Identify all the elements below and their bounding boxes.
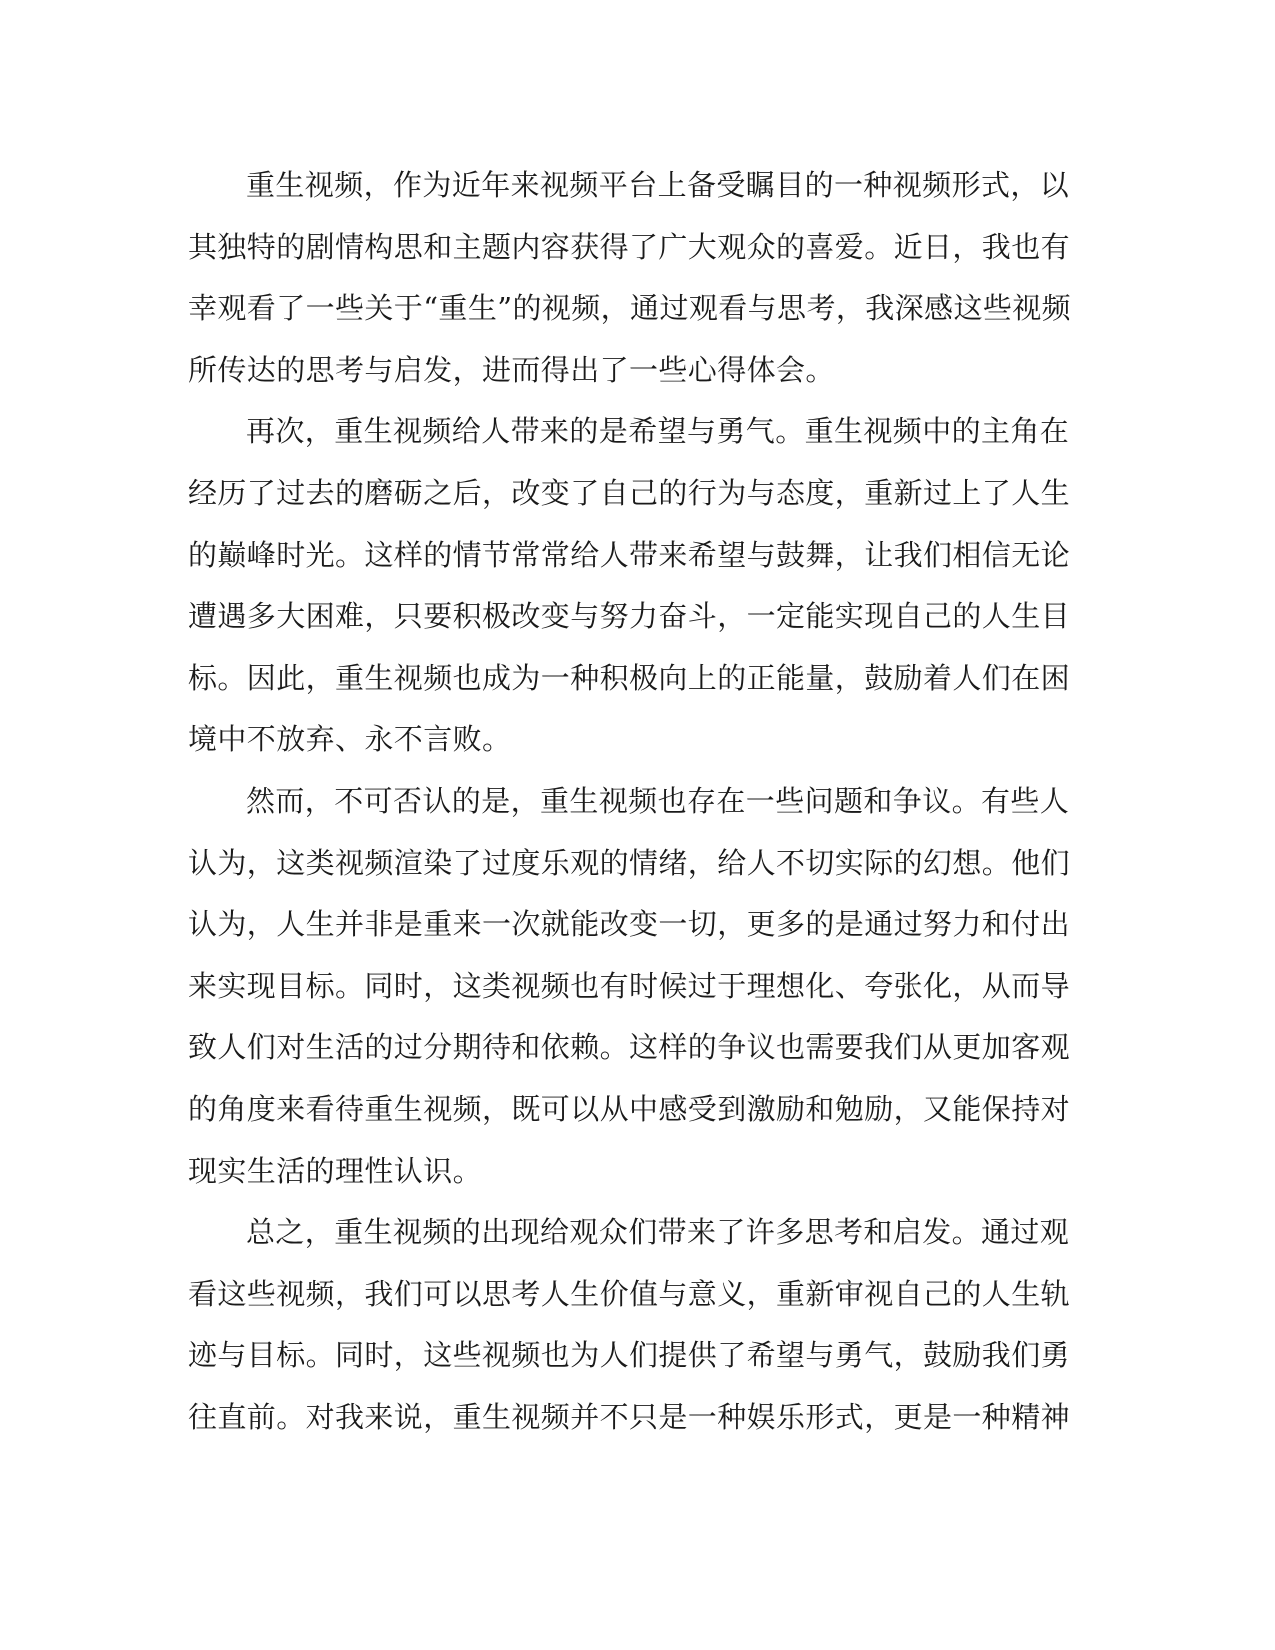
text-line: 其独特的剧情构思和主题内容获得了广大观众的喜爱。近日，我也有 (188, 229, 1071, 264)
paragraph-conclusion (188, 1202, 1078, 1448)
document-body (188, 155, 1078, 1448)
text-line: 总之，重生视频的出现给观众们带来了许多思考和启发。通过观 (246, 1215, 1070, 1250)
text-line: 重生视频，作为近年来视频平台上备受瞩目的一种视频形式，以 (246, 168, 1070, 202)
text-line: 经历了过去的磨砺之后，改变了自己的行为与态度，重新过上了人生 (188, 475, 1071, 510)
text-line: 认为，这类视频渲染了过度乐观的情绪，给人不切实际的幻想。他们 (188, 845, 1071, 880)
text-line: 的角度来看待重生视频，既可以从中感受到激励和勉励，又能保持对 (188, 1091, 1071, 1126)
text-line: 再次，重生视频给人带来的是希望与勇气。重生视频中的主角在 (246, 414, 1070, 449)
text-line: 的巅峰时光。这样的情节常常给人带来希望与鼓舞，让我们相信无论 (188, 537, 1071, 572)
text-line: 致人们对生活的过分期待和依赖。这样的争议也需要我们从更加客观 (188, 1030, 1071, 1065)
paragraph-intro (188, 155, 1078, 401)
text-line: 迹与目标。同时，这些视频也为人们提供了希望与勇气，鼓励我们勇 (188, 1338, 1071, 1373)
text-line: 境中不放弃、永不言败。 (188, 722, 512, 757)
paragraph-hope-courage (188, 401, 1078, 771)
text-line: 来实现目标。同时，这类视频也有时候过于理想化、夸张化，从而导 (188, 968, 1071, 1003)
paragraph-controversy (188, 771, 1078, 1202)
text-line: 然而，不可否认的是，重生视频也存在一些问题和争议。有些人 (246, 783, 1070, 818)
text-line: 看这些视频，我们可以思考人生价值与意义，重新审视自己的人生轨 (188, 1276, 1071, 1311)
text-line: 标。因此，重生视频也成为一种积极向上的正能量，鼓励着人们在困 (188, 660, 1071, 695)
text-line: 所传达的思考与启发，进而得出了一些心得体会。 (188, 352, 835, 387)
text-line: 幸观看了一些关于“重生”的视频，通过观看与思考，我深感这些视频 (188, 291, 1072, 326)
text-line: 遭遇多大困难，只要积极改变与努力奋斗，一定能实现自己的人生目 (188, 599, 1071, 634)
text-line: 现实生活的理性认识。 (188, 1153, 483, 1188)
text-line: 认为，人生并非是重来一次就能改变一切，更多的是通过努力和付出 (188, 907, 1071, 942)
text-line: 往直前。对我来说，重生视频并不只是一种娱乐形式，更是一种精神 (188, 1399, 1071, 1434)
